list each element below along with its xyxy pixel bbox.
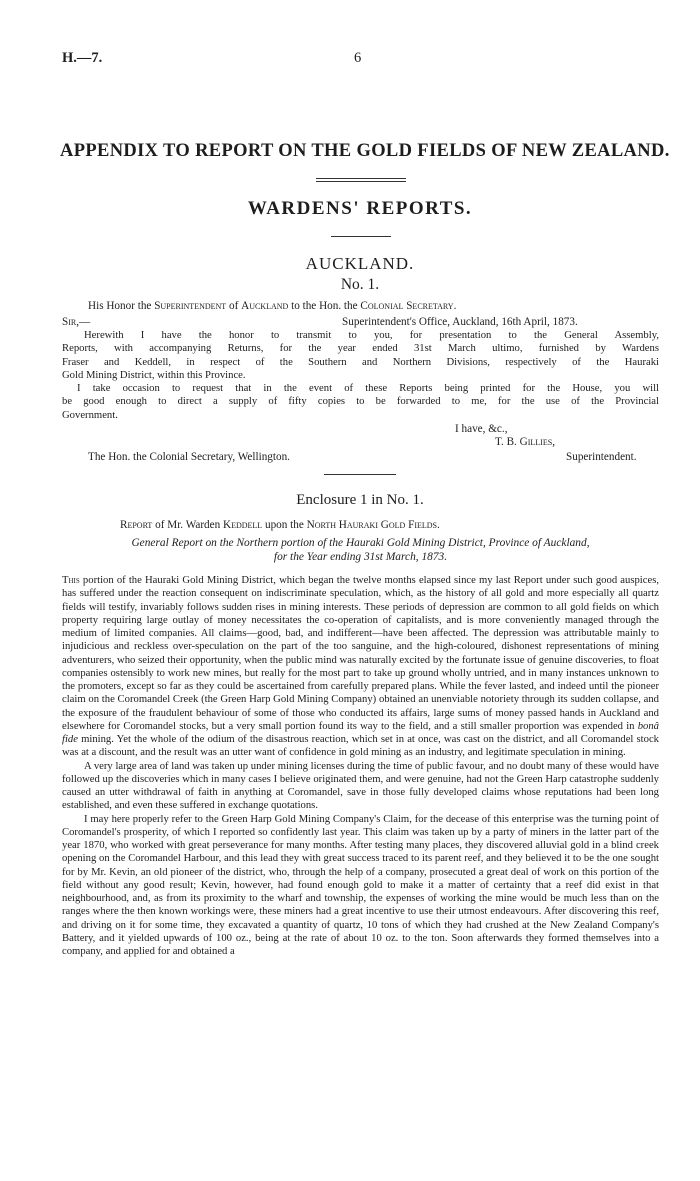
enclosure-divider — [324, 474, 396, 475]
region-title: AUCKLAND. — [305, 254, 415, 273]
letter-body-line: Gold Mining District, within this Province. — [62, 369, 246, 381]
document-number: No. 1. — [340, 276, 380, 293]
section-title: WARDENS' REPORTS. — [247, 198, 473, 219]
general-report-heading-line: for the Year ending 31st March, 1873. — [273, 551, 448, 563]
enclosure-title: Enclosure 1 in No. 1. — [296, 492, 424, 508]
letter-body-line: Reports, with accompanying Returns, for the year ended 31st March ultimo, furnished by Wardens — [62, 343, 659, 355]
page-header — [62, 50, 638, 72]
letter-heading: His Honor the Superintendent of Auckland to the Hon. the Colonial Secretary. — [88, 300, 457, 312]
document-code: H.—7. — [62, 50, 103, 66]
letter-body-line: I take occasion to request that in the event of these Reports being printed for the House, you will — [77, 383, 659, 394]
report-paragraph: This portion of the Hauraki Gold Mining District, which began the twelve months elapsed since my last Report under such good auspices, has suffered under the reaction consequent on indiscriminate speculation, which, as the history of all gold and more especially all quartz fields will testify, invariably follows sudden rises in mining interests. These periods of depression are common to all gold fields on which property requiring large outlay of money necessitates the co-operation of capitalists, and is more conveniently managed through the medium of limited companies. All claims—good, bad, and indifferent—have been affected. The depression was attributable mainly to injudicious and reckless over-speculation on the part of the too sanguine, and the high-coloured, dishonest representations of mining adventurers, who seized their opportunity, when the public mind was naturally excited by the fortunate issue of genuine discoveries, to float companies ostensibly to work new mines, but really for the most part to take up ground wholly untried, and in many instances unknown to the promoters, except so far as they could be ascertained from carefully prepared plans. While the fever lasted, and indeed until the pioneer claim on the Coromandel Creek (the Green Harp Gold Mining Company) obtained an unenviable notoriety through its sudden collapse, and the exposure of the fraudulent behaviour of some of those who conducted its affairs, large sums of money passed hands in Auckland and elsewhere for Coromandel stocks, but a very small portion found its way to the field, and a still smaller proportion was expended in bonâ fide mining. Yet the whole of the odium of the disastrous reaction, which set in at once, was cast on the district, and all Coromandel stock was at a discount, and the result was an utter want of confidence in gold mining as an industry, and legitimate speculation in mining. — [62, 575, 659, 759]
report-paragraph: A very large area of land was taken up under mining licenses during the time of public favour, and no doubt many of these would have followed up the discoveries which in many cases I believe originated them, and were genuine, had not the Green Harp catastrophe suddenly caused an utter withdrawal of faith in anything at Coromandel, save in those fully developed claims whose reputations had been long established, and even these suffered in exchange quotations. — [62, 760, 659, 812]
salutation: Sir,— — [62, 316, 91, 328]
general-report-heading — [62, 536, 659, 564]
report-paragraph: I may here properly refer to the Green Harp Gold Mining Company's Claim, for the decease of this enterprise was the turning point of Coromandel's prosperity, of which I reported so confidently last year. This claim was taken up by a party of miners in the latter part of the year 1870, who worked with great perseverance for many months. After testing many places, they discovered alluvial gold in a blind creek opening on the Coromandel Harbour, and this lead they with great success traced to its parent reef, and they believed it to be the one sought for by Mr. Kevin, an old pioneer of the district, who, through the help of a company, prosecuted a great deal of work on this portion of the field without any good result; Kevin, however, had found enough gold to make it a matter of certainty that a reef did exist in that neighbourhood, and, as from its proximity to the wharf and township, the expenses of working the mine would be much less than on the ranges where the then known workings were, these miners had a great incentive to use their utmost endeavours. After discovering this reef, and driving on it for some time, they excavated a quantity of quartz, 10 tons of which they had crushed at the New Zealand Company's Battery, and it yielded upwards of 100 oz., being at the rate of about 10 oz. to the ton. Soon afterwards they formed themselves into a company, and applied for and obtained a — [62, 813, 659, 957]
letter-body-line: Fraser and Keddell, in respect of the Southern and Northern Divisions, respectively of the Hauraki — [62, 356, 659, 368]
letter-addressee: The Hon. the Colonial Secretary, Wellington. — [88, 451, 290, 463]
section-divider — [331, 236, 391, 237]
report-heading: Report of Mr. Warden Keddell upon the North Hauraki Gold Fields. — [120, 519, 440, 531]
signer-title: Superintendent. — [566, 451, 637, 463]
letter-closing: I have, &c., — [455, 423, 508, 435]
letter-address: Superintendent's Office, Auckland, 16th April, 1873. — [342, 316, 578, 328]
title-divider — [316, 178, 406, 182]
letter-signer: T. B. Gillies, — [495, 436, 555, 448]
letter-body-line: Government. — [62, 409, 118, 421]
letter-body-line: Herewith I have the honor to transmit to you, for presentation to the General Assembly, — [84, 330, 659, 341]
letter-body — [62, 329, 659, 422]
general-report-heading-line: General Report on the Northern portion of the Hauraki Gold Mining District, Province of Auckland, — [131, 537, 590, 549]
report-body — [62, 574, 659, 958]
letter-body-line: be good enough to direct a supply of fifty copies to be forwarded to me, for the use of the Provincial — [62, 396, 659, 408]
page-number: 6 — [354, 50, 362, 66]
appendix-title: APPENDIX TO REPORT ON THE GOLD FIELDS OF NEW ZEALAND. — [60, 141, 670, 161]
